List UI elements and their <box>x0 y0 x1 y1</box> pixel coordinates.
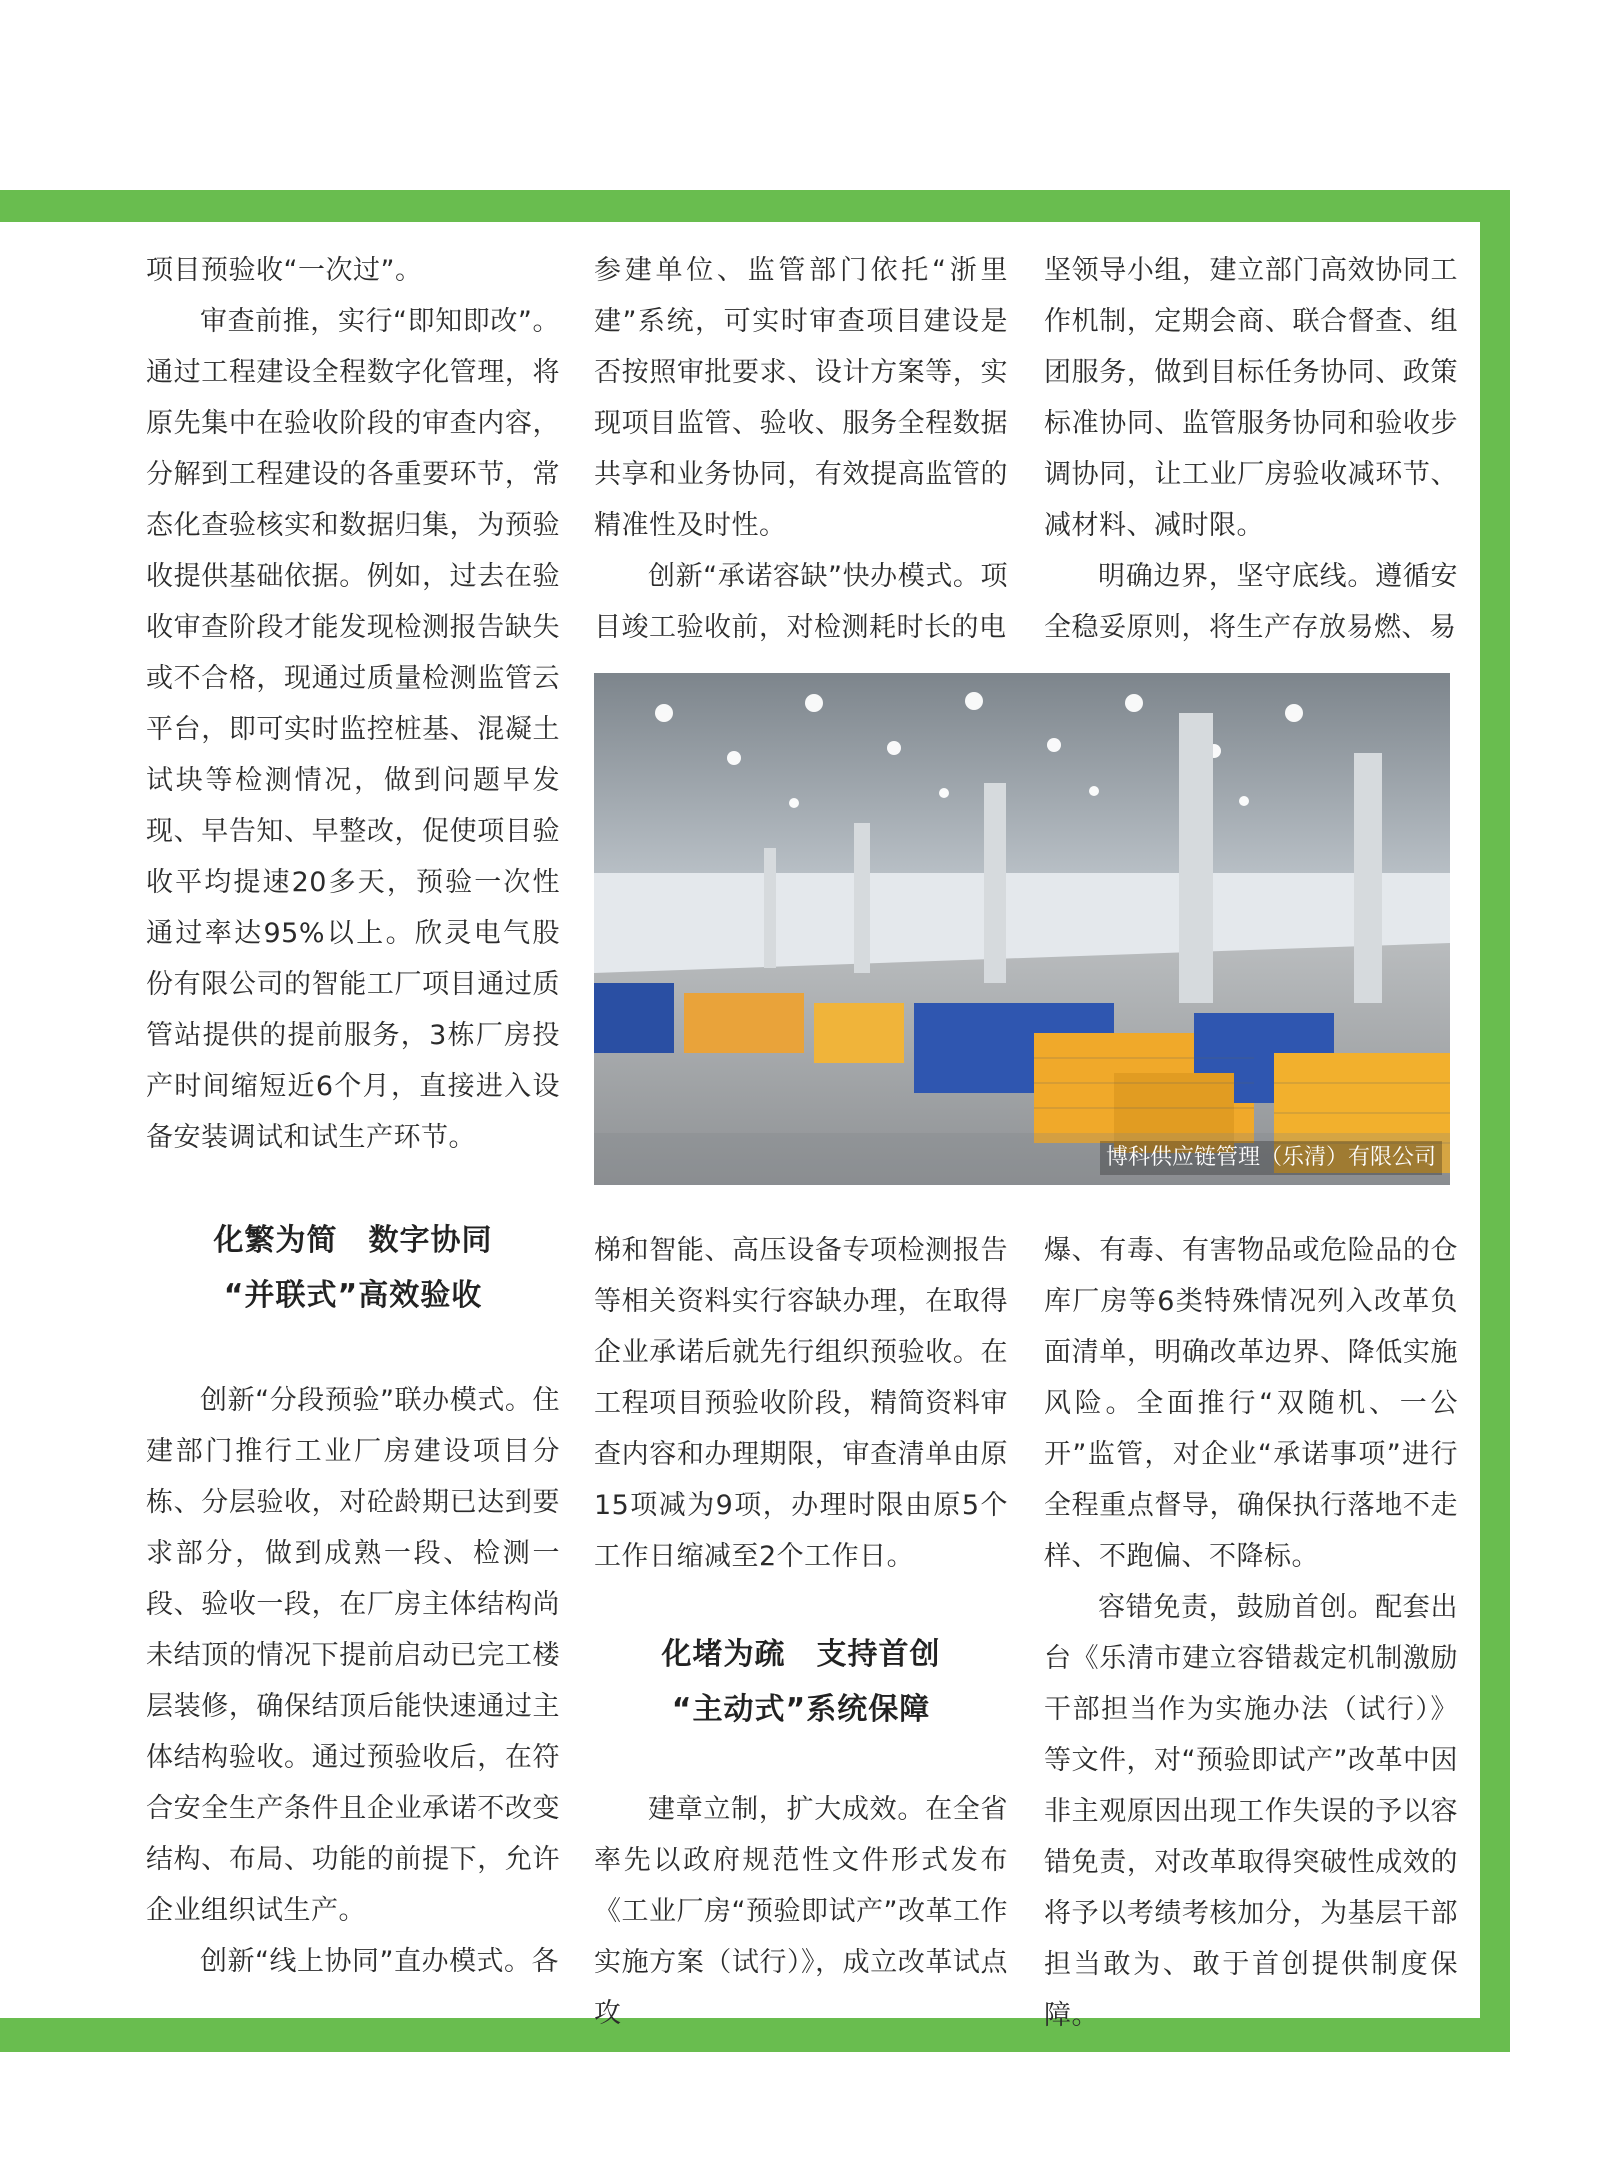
warehouse-photo <box>594 673 1450 1185</box>
heading-line: 化繁为简 数字协同 <box>213 1223 493 1258</box>
paragraph: 参建单位、监管部门依托“浙里建”系统，可实时审查项目建设是否按照审批要求、设计方案等，实现项目监管、验收、服务全程数据共享和业务协同，有效提高监管的精准性及时性。 <box>594 255 1008 541</box>
column-1-top <box>146 245 560 1163</box>
paragraph: 审查前推，实行“即知即改”。通过工程建设全程数字化管理，将原先集中在验收阶段的审查内容，分解到工程建设的各重要环节，常态化查验核实和数据归集，为预验收提供基础依据。例如，过去在验收审查阶段才能发现检测报告缺失或不合格，现通过质量检测监管云平台，即可实时监控桩基、混凝土试块等检测情况，做到问题早发现、早告知、早整改，促使项目验收平均提速20多天，预验一次性通过率达95%以上。欣灵电气股份有限公司的智能工厂项目通过质管站提供的提前服务，3栋厂房投产时间缩短近6个月，直接进入设备安装调试和试生产环节。 <box>146 306 560 1153</box>
heading-line: “并联式”高效验收 <box>223 1278 483 1313</box>
paragraph: 项目预验收“一次过”。 <box>146 255 423 286</box>
section-heading-2 <box>594 1627 1008 1737</box>
warehouse-illustration <box>594 673 1450 1185</box>
heading-line: 化堵为疏 支持首创 <box>661 1637 941 1672</box>
paragraph: 创新“承诺容缺”快办模式。项目竣工验收前，对检测耗时长的电 <box>594 561 1008 643</box>
paragraph: 爆、有毒、有害物品或危险品的仓库厂房等6类特殊情况列入改革负面清单，明确改革边界、降低实施风险。全面推行“双随机、一公开”监管，对企业“承诺事项”进行全程重点督导，确保执行落地不走样、不跑偏、不降标。 <box>1044 1235 1458 1572</box>
paragraph: 建章立制，扩大成效。在全省率先以政府规范性文件形式发布《工业厂房“预验即试产”改革工作实施方案（试行）》，成立改革试点攻 <box>594 1794 1008 2029</box>
paragraph: 明确边界，坚守底线。遵循安全稳妥原则，将生产存放易燃、易 <box>1044 561 1458 643</box>
paragraph: 创新“线上协同”直办模式。各 <box>200 1946 559 1977</box>
column-2-bottom <box>594 1225 1008 1582</box>
heading-line: “主动式”系统保障 <box>671 1692 931 1727</box>
column-3-bottom <box>1044 1225 1458 2041</box>
paragraph: 坚领导小组，建立部门高效协同工作机制，定期会商、联合督查、组团服务，做到目标任务协同、政策标准协同、监管服务协同和验收步调协同，让工业厂房验收减环节、减材料、减时限。 <box>1044 255 1458 541</box>
green-frame-top <box>0 190 1510 222</box>
column-1-bottom <box>146 1375 560 1987</box>
column-3-top <box>1044 245 1458 653</box>
section-heading-1 <box>146 1213 560 1323</box>
column-2-end <box>594 1784 1008 2039</box>
paragraph: 梯和智能、高压设备专项检测报告等相关资料实行容缺办理，在取得企业承诺后就先行组织预验收。在工程项目预验收阶段，精简资料审查内容和办理期限，审查清单由原15项减为9项，办理时限由原5个工作日缩减至2个工作日。 <box>594 1235 1008 1572</box>
green-frame-right <box>1480 190 1510 2052</box>
paragraph: 创新“分段预验”联办模式。住建部门推行工业厂房建设项目分栋、分层验收，对砼龄期已达到要求部分，做到成熟一段、检测一段、验收一段，在厂房主体结构尚未结顶的情况下提前启动已完工楼层装修，确保结顶后能快速通过主体结构验收。通过预验收后，在符合安全生产条件且企业承诺不改变结构、布局、功能的前提下，允许企业组织试生产。 <box>146 1385 560 1926</box>
photo-caption: 博科供应链管理（乐清）有限公司 <box>1100 1141 1442 1175</box>
paragraph: 容错免责，鼓励首创。配套出台《乐清市建立容错裁定机制激励干部担当作为实施办法（试行）》等文件，对“预验即试产”改革中因非主观原因出现工作失误的予以容错免责，对改革取得突破性成效的将予以考绩考核加分，为基层干部担当敢为、敢于首创提供制度保障。 <box>1044 1592 1458 2031</box>
column-2-top <box>594 245 1008 653</box>
